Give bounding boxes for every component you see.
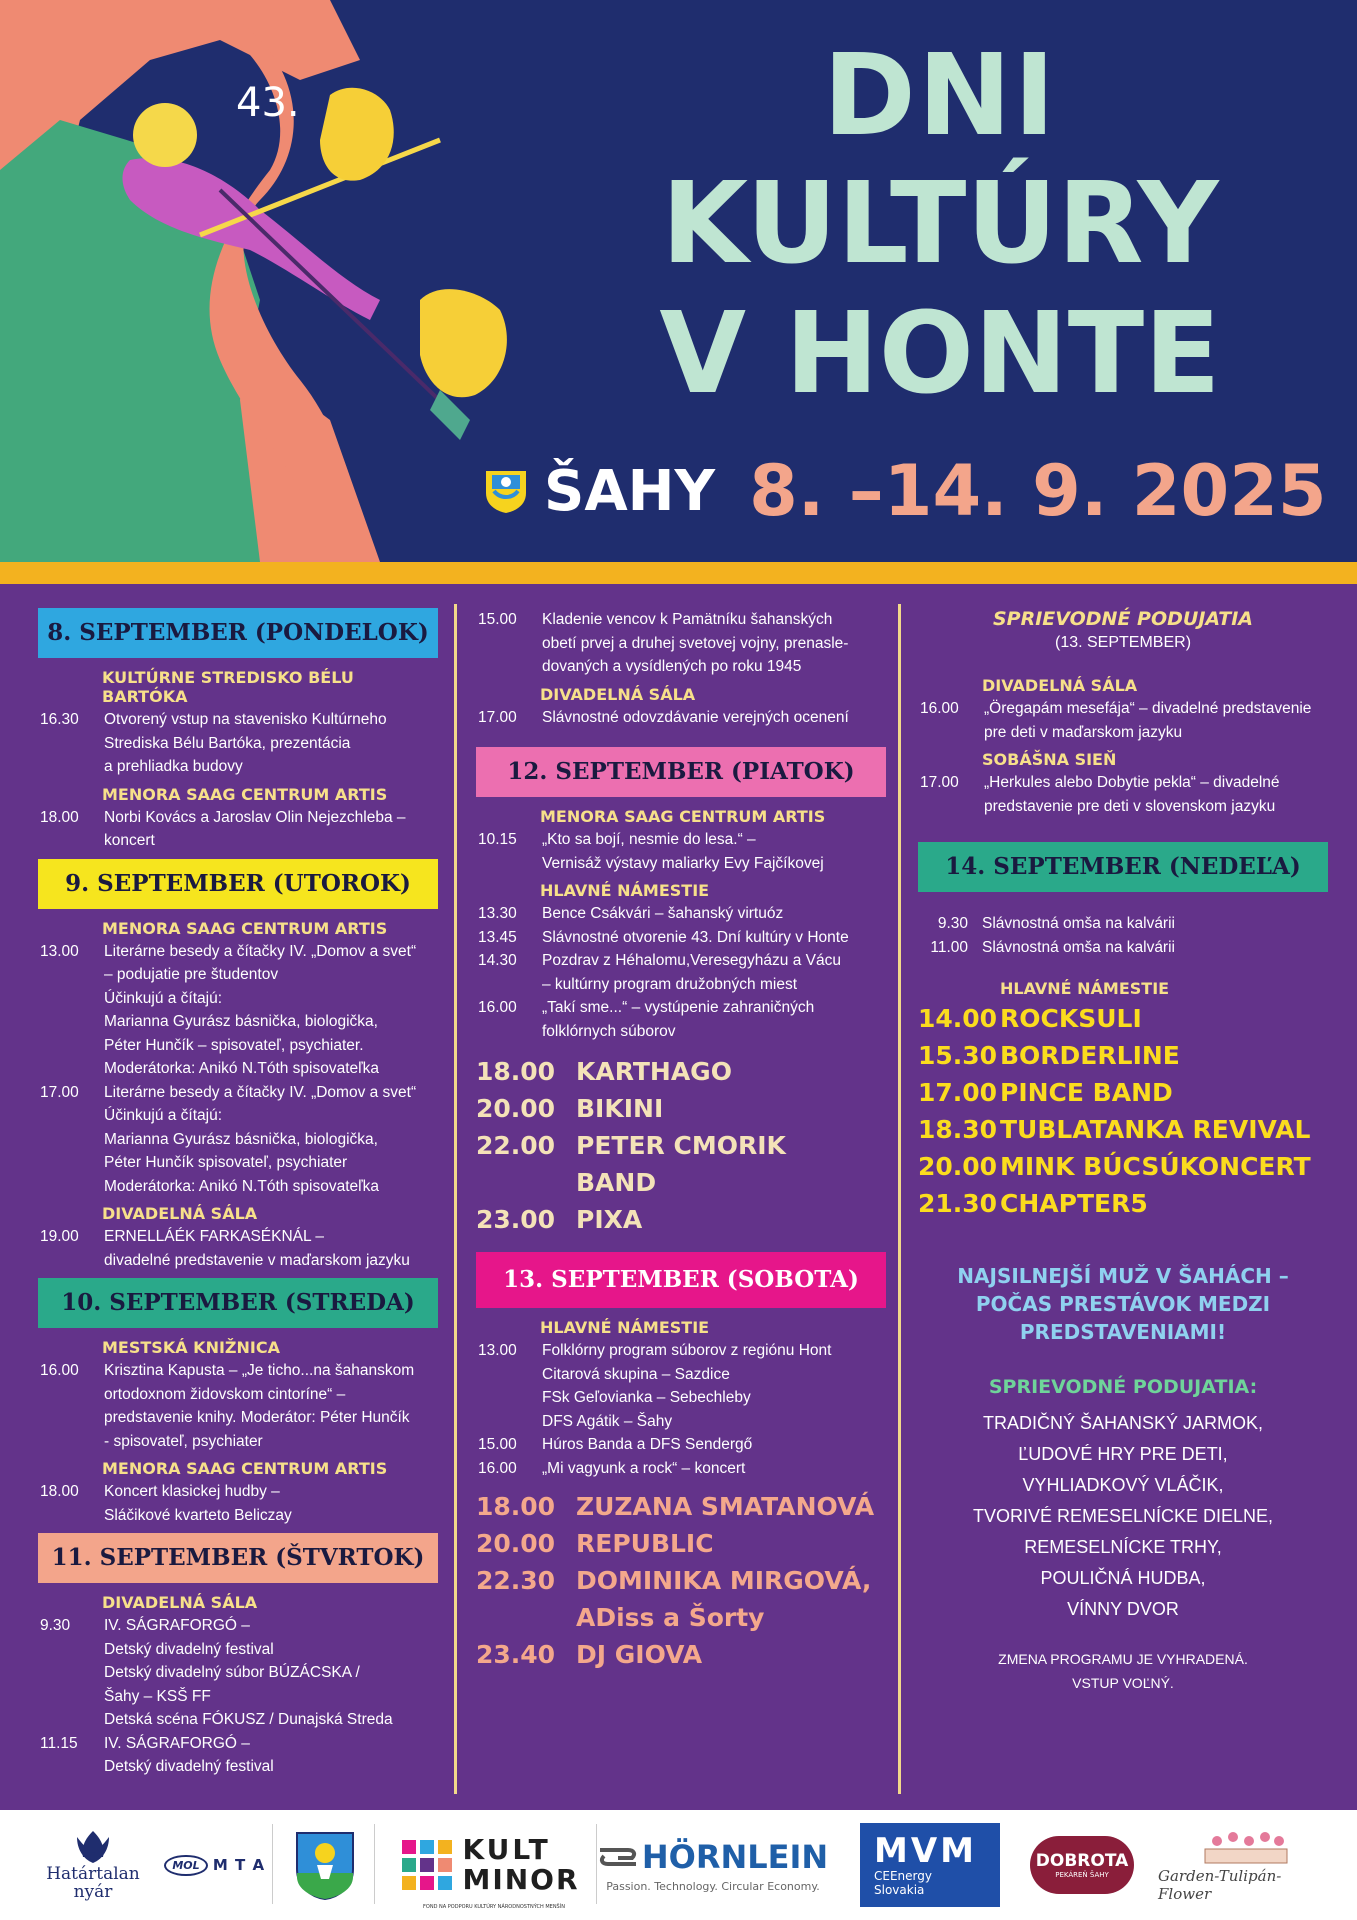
event-text: Otvorený vstup na stavenisko Kultúrneho Strediska Bélu Bartóka, prezentácia a prehliadka budovy bbox=[104, 711, 387, 775]
headline-act: 20.00 REPUBLIC bbox=[476, 1529, 714, 1558]
yellow-stripe bbox=[0, 562, 1357, 584]
day-header-wednesday: 10. SEPTEMBER (STREDA) bbox=[38, 1278, 438, 1328]
event-row bbox=[476, 706, 886, 730]
event-time: 17.00 bbox=[920, 774, 959, 791]
venue: KULTÚRNE STREDISKO BÉLU BARTÓKA bbox=[102, 668, 354, 706]
event-row bbox=[918, 697, 1328, 744]
event-text: „Mi vagyunk a rock“ – koncert bbox=[542, 1459, 746, 1477]
event-row bbox=[918, 912, 1328, 936]
event-text: IV. SÁGRAFORGÓ – Detský divadelný festival Detský divadelný súbor BÚZÁCSKA / Šahy – KSŠ FF Detská scéna FÓKUSZ / Dunajská Streda bbox=[104, 1617, 393, 1728]
headline-act: 15.30 BORDERLINE bbox=[918, 1041, 1180, 1070]
event-text: Slávnostná omša na kalvárii bbox=[982, 938, 1175, 956]
event-time: 13.00 bbox=[40, 942, 79, 960]
event-time: 16.00 bbox=[478, 999, 517, 1016]
program-column-1 bbox=[38, 608, 438, 1779]
day-header-monday: 8. SEPTEMBER (PONDELOK) bbox=[38, 608, 438, 658]
event-row bbox=[476, 608, 886, 679]
strongest-man-note: NAJSILNEJŠÍ MUŽ V ŠAHÁCH – POČAS PRESTÁVOK MEDZI PREDSTAVENIAMI! bbox=[957, 1264, 1289, 1344]
event-row bbox=[476, 926, 886, 950]
list-item: VYHLIADKOVÝ VLÁČIK, bbox=[1022, 1475, 1224, 1495]
headline-act: 17.00 PINCE BAND bbox=[918, 1078, 1173, 1107]
event-row bbox=[476, 828, 886, 875]
event-text: Folklórny program súborov z regiónu Hont Citarová skupina – Sazdice FSk Geľovianka – Sebechleby DFS Agátik – Šahy bbox=[542, 1342, 832, 1430]
event-row bbox=[476, 949, 886, 996]
event-text: Slávnostné odovzdávanie verejných ocenení bbox=[542, 708, 849, 726]
event-time: 17.00 bbox=[40, 1083, 79, 1101]
accompanying-events-date: (13. SEPTEMBER) bbox=[1054, 634, 1192, 651]
event-text: IV. SÁGRAFORGÓ – Detský divadelný festival bbox=[104, 1734, 274, 1775]
town-crest-icon bbox=[484, 469, 528, 513]
program-change-note: ZMENA PROGRAMU JE VYHRADENÁ. bbox=[998, 1651, 1248, 1667]
hatartalan-nyar-logo: Határtalan nyár bbox=[28, 1822, 158, 1908]
event-row bbox=[38, 708, 438, 779]
event-time: 15.00 bbox=[478, 1436, 517, 1453]
event-row bbox=[476, 1457, 886, 1481]
edition-number: 43. bbox=[236, 80, 300, 126]
event-text: „Takí sme...“ – vystúpenie zahraničných folklórnych súborov bbox=[542, 999, 815, 1040]
venue: DIVADELNÁ SÁLA bbox=[102, 1204, 258, 1223]
headline-act: 18.00 KARTHAGO bbox=[476, 1057, 732, 1086]
venue: MENORA SAAG CENTRUM ARTIS bbox=[102, 918, 388, 938]
list-item: ĽUDOVÉ HRY PRE DETI, bbox=[1018, 1444, 1228, 1464]
flower-pots-icon bbox=[1201, 1827, 1291, 1867]
event-row bbox=[38, 1081, 438, 1199]
headline-act: 14.00 ROCKSULI bbox=[918, 1004, 1142, 1033]
side-events-title: SPRIEVODNÉ PODUJATIA: bbox=[988, 1376, 1258, 1398]
event-row bbox=[476, 902, 886, 926]
mvm-logo: MVM CEEnergy Slovakia bbox=[860, 1823, 1000, 1907]
event-text: Bence Csákvári – šahanský virtuóz bbox=[542, 905, 784, 922]
event-time: 19.00 bbox=[40, 1228, 79, 1245]
logo-separator bbox=[374, 1824, 375, 1904]
headline-act: 22.00 PETER CMORIK BAND bbox=[476, 1131, 786, 1197]
event-time: 10.15 bbox=[478, 831, 517, 848]
event-row bbox=[38, 1359, 438, 1453]
event-time: 15.00 bbox=[478, 611, 517, 628]
event-time: 11.00 bbox=[930, 938, 968, 956]
headline-act: 18.00 ZUZANA SMATANOVÁ bbox=[476, 1492, 875, 1521]
event-time: 14.30 bbox=[478, 952, 517, 969]
list-item: POULIČNÁ HUDBA, bbox=[1040, 1568, 1206, 1588]
event-row bbox=[38, 1225, 438, 1272]
list-item: REMESELNÍCKE TRHY, bbox=[1024, 1537, 1222, 1557]
event-row bbox=[476, 1339, 886, 1433]
logo-separator bbox=[272, 1824, 273, 1904]
event-text: Literárne besedy a čítačky IV. „Domov a svet“ – podujatie pre študentov Účinkujú a čítajú: Marianna Gyurász básnička, biologička, Péter Hunčík – spisovateľ, psychiater. Moderátorka: Anikó N.Tóth spisovateľka bbox=[104, 942, 417, 1077]
event-row bbox=[38, 940, 438, 1081]
event-time: 13.45 bbox=[478, 928, 517, 946]
event-text: Slávnostná omša na kalvárii bbox=[982, 915, 1175, 932]
event-text: Literárne besedy a čítačky IV. „Domov a svet“ Účinkujú a čítajú: Marianna Gyurász básnička, biologička, Péter Hunčík spisovateľ, psychiater Moderátorka: Anikó N.Tóth spisovateľka bbox=[104, 1083, 417, 1195]
list-item: TRADIČNÝ ŠAHANSKÝ JARMOK, bbox=[982, 1413, 1264, 1433]
garden-tulipan-flower-logo: Garden-Tulipán-Flower bbox=[1158, 1822, 1334, 1908]
sponsor-footer bbox=[0, 1810, 1357, 1920]
headline-act: 20.00 MINK BÚCSÚKONCERT bbox=[918, 1152, 1311, 1181]
event-row bbox=[38, 1732, 438, 1779]
headline-act: 21.30 CHAPTER5 bbox=[918, 1189, 1148, 1218]
event-text: „Herkules alebo Dobytie pekla“ – divadelné predstavenie pre deti v slovenskom jazyku bbox=[984, 774, 1280, 815]
column-divider bbox=[454, 604, 457, 1794]
event-text: Koncert klasickej hudby – Sláčikové kvarteto Beliczay bbox=[104, 1483, 292, 1524]
dobrota-logo: DOBROTA PEKÁREŇ ŠAHY bbox=[1028, 1822, 1136, 1908]
venue: MENORA SAAG CENTRUM ARTIS bbox=[102, 1459, 388, 1478]
event-row bbox=[38, 1614, 438, 1732]
title-line-1: DNI bbox=[822, 31, 1058, 161]
venue: HLAVNÉ NÁMESTIE bbox=[1000, 979, 1170, 998]
event-text: Húros Banda a DFS Sendergő bbox=[542, 1436, 753, 1453]
event-time: 16.00 bbox=[478, 1459, 517, 1477]
day-header-thursday: 11. SEPTEMBER (ŠTVRTOK) bbox=[38, 1533, 438, 1583]
event-time: 16.30 bbox=[40, 711, 79, 728]
day-header-sunday: 14. SEPTEMBER (NEDEĽA) bbox=[918, 842, 1328, 892]
event-time: 9.30 bbox=[40, 1617, 71, 1634]
event-row bbox=[918, 771, 1328, 818]
side-events-list bbox=[918, 1408, 1328, 1625]
venue: HLAVNÉ NÁMESTIE bbox=[540, 1318, 710, 1337]
title-line-3: V HONTE bbox=[659, 289, 1221, 419]
day-header-tuesday: 9. SEPTEMBER (UTOROK) bbox=[38, 859, 438, 909]
mta-logo: M T A bbox=[212, 1856, 266, 1874]
event-text: „Öregapám mesefája“ – divadelné predstavenie pre deti v maďarskom jazyku bbox=[984, 700, 1312, 741]
event-time: 18.00 bbox=[40, 1483, 79, 1500]
title-line-2: KULTÚRY bbox=[661, 159, 1219, 289]
program-column-2 bbox=[476, 608, 886, 1673]
day-header-friday: 12. SEPTEMBER (PIATOK) bbox=[476, 747, 886, 797]
city-name: ŠAHY bbox=[544, 458, 716, 524]
free-entry-note: VSTUP VOĽNÝ. bbox=[1072, 1675, 1174, 1691]
kult-minor-subtitle: FOND NA PODPORU KULTÚRY NÁRODNOSTNÝCH MENŠÍN bbox=[423, 1904, 565, 1910]
venue: DIVADELNÁ SÁLA bbox=[540, 684, 696, 704]
event-row bbox=[476, 1433, 886, 1457]
headline-act: 23.00 PIXA bbox=[476, 1205, 643, 1234]
venue: DIVADELNÁ SÁLA bbox=[102, 1593, 258, 1612]
venue: SOBÁŠNA SIEŇ bbox=[982, 750, 1117, 769]
event-text: Kladenie vencov k Pamätníku šahanských obetí prvej a druhej svetovej vojny, prenasle- dovaných a vysídlených po roku 1945 bbox=[542, 611, 849, 675]
program-column-3 bbox=[918, 608, 1328, 1695]
town-crest-logo bbox=[290, 1822, 360, 1908]
event-text: ERNELLÁÉK FARKASÉKNÁL – divadelné predstavenie v maďarskom jazyku bbox=[104, 1228, 410, 1269]
headline-act: 18.30 TUBLATANKA REVIVAL bbox=[918, 1115, 1311, 1144]
event-time: 17.00 bbox=[478, 708, 517, 726]
venue: MENORA SAAG CENTRUM ARTIS bbox=[540, 807, 826, 826]
program-section bbox=[0, 584, 1357, 1810]
header bbox=[0, 0, 1357, 562]
event-time: 16.00 bbox=[40, 1362, 79, 1379]
festival-title bbox=[560, 31, 1320, 419]
event-time: 11.15 bbox=[40, 1734, 78, 1752]
event-row bbox=[38, 806, 438, 853]
city-date-row bbox=[484, 450, 1327, 532]
venue: MESTSKÁ KNIŽNICA bbox=[102, 1338, 280, 1357]
event-text: Krisztina Kapusta – „Je ticho...na šahanskom ortodoxnom židovskom cintoríne“ – predstavenie knihy. Moderátor: Péter Hunčík - spisovateľ, psychiater bbox=[104, 1362, 415, 1450]
kult-minor-logo: KULT MINOR bbox=[390, 1822, 590, 1908]
accompanying-events-title: SPRIEVODNÉ PODUJATIA bbox=[992, 608, 1254, 630]
mol-logo: MOL bbox=[166, 1822, 206, 1908]
event-row bbox=[476, 996, 886, 1043]
event-time: 16.00 bbox=[920, 700, 959, 717]
event-time: 13.30 bbox=[478, 905, 517, 922]
hornlein-mark-icon bbox=[598, 1844, 638, 1870]
hornlein-logo: HÖRNLEIN Passion. Technology. Circular Economy. bbox=[600, 1822, 826, 1908]
venue: DIVADELNÁ SÁLA bbox=[982, 676, 1138, 695]
tulip-icon bbox=[71, 1829, 115, 1865]
event-time: 9.30 bbox=[937, 915, 968, 932]
event-row bbox=[918, 936, 1328, 960]
headline-act: 23.40 DJ GIOVA bbox=[476, 1640, 703, 1669]
headline-act: 20.00 BIKINI bbox=[476, 1094, 664, 1123]
list-item: TVORIVÉ REMESELNÍCKE DIELNE, bbox=[972, 1506, 1274, 1526]
list-item: VÍNNY DVOR bbox=[1067, 1599, 1179, 1619]
headline-act: 22.30 DOMINIKA MIRGOVÁ, ADiss a Šorty bbox=[476, 1566, 872, 1632]
venue: HLAVNÉ NÁMESTIE bbox=[540, 881, 710, 900]
town-crest-icon bbox=[293, 1829, 357, 1901]
column-divider bbox=[898, 604, 901, 1794]
event-text: Slávnostné otvorenie 43. Dní kultúry v Honte bbox=[542, 928, 849, 946]
event-text: „Kto sa bojí, nesmie do lesa.“ – Vernisáž výstavy maliarky Evy Fajčíkovej bbox=[542, 831, 824, 872]
venue: MENORA SAAG CENTRUM ARTIS bbox=[102, 784, 388, 804]
festival-dates: 8. –14. 9. 2025 bbox=[749, 450, 1327, 532]
day-header-saturday: 13. SEPTEMBER (SOBOTA) bbox=[476, 1252, 886, 1308]
event-text: Norbi Kovács a Jaroslav Olin Nejezchleba – koncert bbox=[104, 808, 406, 849]
event-time: 13.00 bbox=[478, 1342, 517, 1359]
event-time: 18.00 bbox=[40, 808, 79, 826]
event-text: Pozdrav z Héhalomu,Veresegyházu a Vácu – kultúrny program družobných miest bbox=[542, 952, 841, 993]
kult-minor-mark-icon bbox=[400, 1838, 454, 1892]
event-row bbox=[38, 1480, 438, 1527]
